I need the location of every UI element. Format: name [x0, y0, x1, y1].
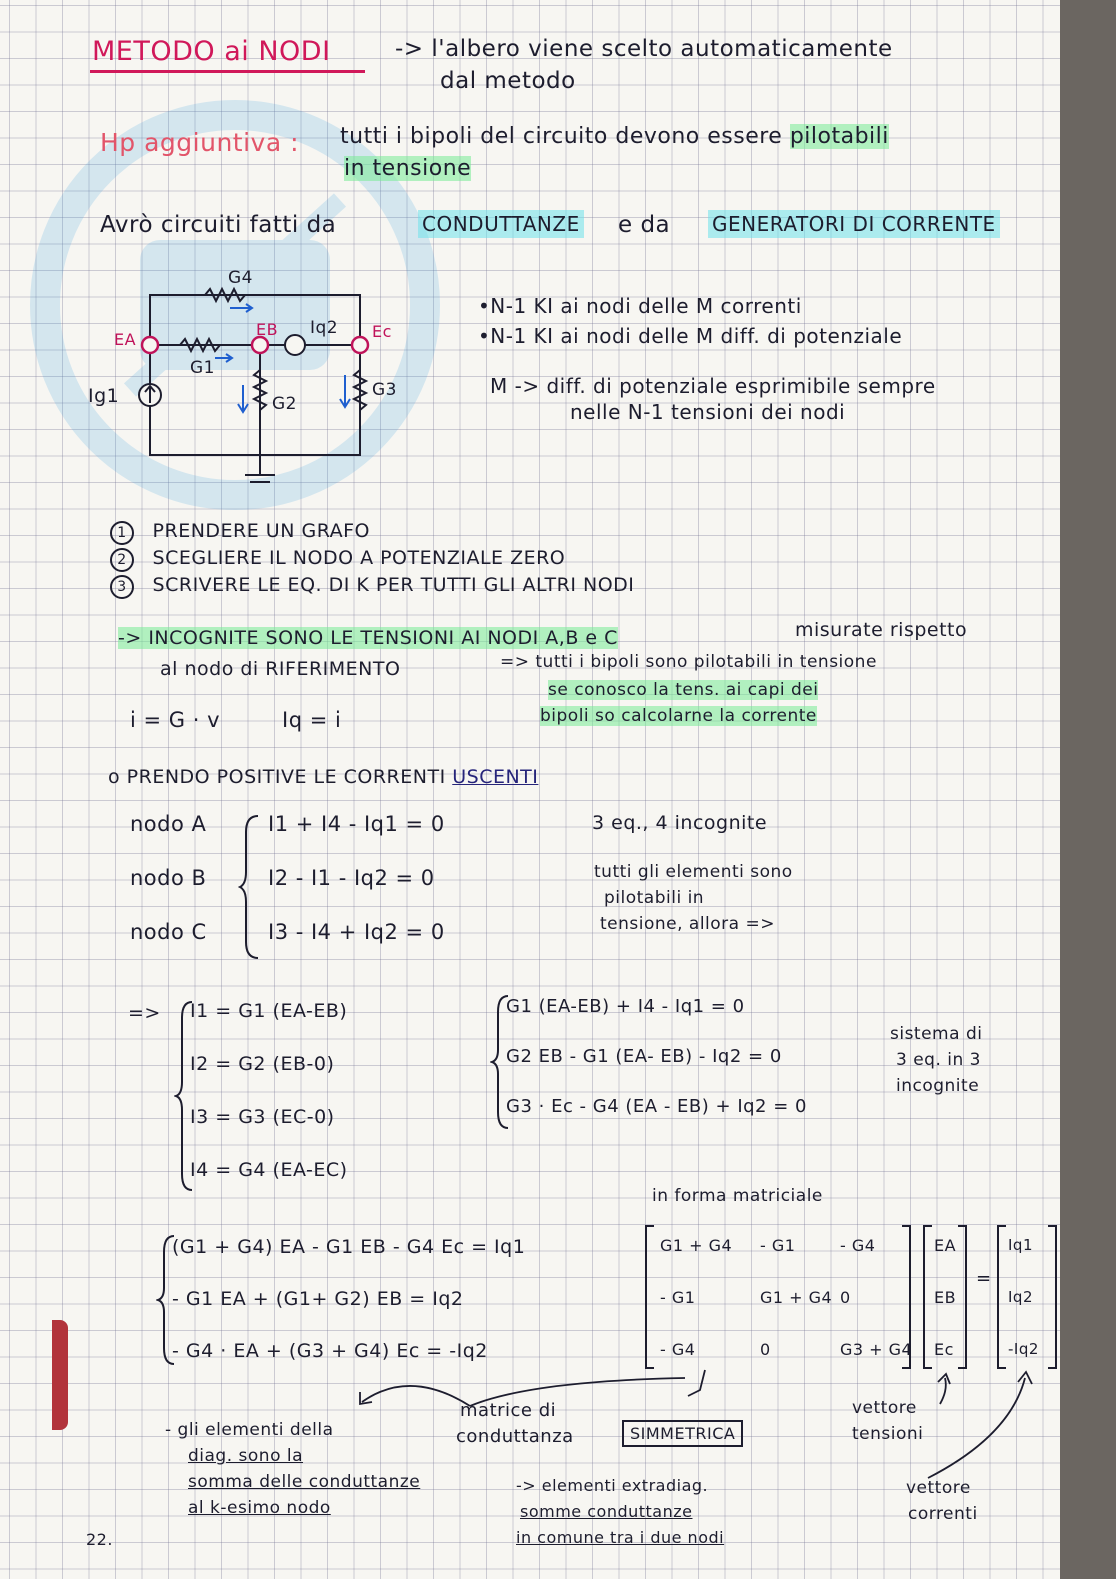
currents-arrow: => [128, 1002, 161, 1024]
extradiag-note-1: -> elementi extradiag. [516, 1476, 709, 1495]
node-eqs-note-4: tensione, allora => [600, 914, 775, 934]
current-eq: I1 = G1 (EA-EB) [190, 1000, 348, 1022]
current-vector-note-2: correnti [908, 1504, 978, 1524]
matrix-cell: G3 + G4 [840, 1340, 913, 1359]
diag-note-3: somma delle conduttanze [188, 1472, 421, 1492]
label-g3: G3 [372, 380, 397, 400]
step-number: 2 [110, 548, 134, 572]
tree-note-1: -> l'albero viene scelto automaticamente [395, 36, 893, 62]
kirchhoff-line-2: •N-1 KI ai nodi delle M diff. di potenziale [478, 324, 903, 348]
unknowns-line-4: bipoli so calcolarne la corrente [540, 706, 817, 726]
substituted-list [506, 996, 807, 1146]
vector-cell: -Iq2 [1008, 1340, 1039, 1358]
pilotabili-highlight: pilotabili [789, 124, 889, 149]
label-iq2: Iq2 [310, 318, 339, 338]
matrix-cell: - G4 [840, 1236, 876, 1255]
hypothesis-label: Hp aggiuntiva : [100, 128, 300, 157]
matrix-cell: 0 [760, 1340, 771, 1359]
step-item [110, 574, 634, 601]
unknowns-implies: => tutti i bipoli sono pilotabili in tensione [500, 652, 877, 672]
convention-text: o PRENDO POSITIVE LE CORRENTI USCENTI [108, 766, 539, 788]
label-ea: EA [114, 330, 137, 349]
step-text: SCEGLIERE IL NODO A POTENZIALE ZERO [152, 547, 566, 569]
vector-cell: EA [934, 1236, 957, 1255]
kirchhoff-line-3: M -> diff. di potenziale esprimibile sempre [490, 374, 936, 398]
kirchhoff-line-1: •N-1 KI ai nodi delle M correnti [478, 294, 802, 318]
circuits-conj: e da [618, 212, 671, 238]
diag-note-2: diag. sono la [188, 1446, 304, 1466]
final-eq: (G1 + G4) EA - G1 EB - G4 Ec = Iq1 [172, 1236, 526, 1258]
circuit-diagram [80, 260, 420, 500]
current-eq: I4 = G4 (EA-EC) [190, 1159, 348, 1181]
equals-sign: = [976, 1268, 992, 1289]
system-note-2: 3 eq. in 3 [896, 1050, 981, 1070]
extradiag-note-3: in comune tra i due nodi [516, 1528, 725, 1547]
page-number: 22. [86, 1530, 113, 1549]
substituted-eq: G3 · Ec - G4 (EA - EB) + Iq2 = 0 [506, 1096, 807, 1117]
kirchhoff-line-4: nelle N-1 tensioni dei nodi [570, 400, 846, 424]
unknowns-line-1: -> INCOGNITE SONO LE TENSIONI AI NODI A,B e C [118, 627, 618, 649]
node-eq-brace [238, 812, 262, 962]
steps-list [110, 520, 634, 601]
bookmark-tab [52, 1320, 68, 1430]
conductances-highlight: CONDUTTANZE [418, 210, 584, 238]
substituted-eq: G1 (EA-EB) + I4 - Iq1 = 0 [506, 996, 745, 1017]
step-number: 3 [110, 575, 134, 599]
symmetric-box: SIMMETRICA [622, 1420, 743, 1447]
node-eqs-note-2: tutti gli elementi sono [594, 862, 793, 882]
diag-note-4: al k-esimo nodo [188, 1498, 331, 1518]
matrix-note-1: matrice di [460, 1400, 557, 1421]
label-g2: G2 [272, 394, 297, 414]
diag-note-1: - gli elementi della [165, 1420, 334, 1440]
label-iq1: Ig1 [88, 385, 120, 407]
system-note-1: sistema di [890, 1024, 983, 1044]
voltage-vector-note-2: tensioni [852, 1424, 924, 1444]
label-g4: G4 [228, 268, 253, 288]
node-eq-row: nodo C I3 - I4 + Iq2 = 0 [130, 920, 445, 944]
extradiag-note-2: somme conduttanze [520, 1502, 693, 1521]
matrix-note-2: conduttanza [456, 1426, 574, 1447]
node-eq-row: nodo A I1 + I4 - Iq1 = 0 [130, 812, 445, 836]
matrix-row [660, 1288, 910, 1340]
vector-cell: Iq2 [1008, 1288, 1033, 1306]
vector-cell: Ec [934, 1340, 954, 1359]
generators-highlight: GENERATORI DI CORRENTE [708, 210, 1000, 238]
final-eq: - G4 · EA + (G3 + G4) Ec = -Iq2 [172, 1340, 488, 1362]
step-text: SCRIVERE LE EQ. DI K PER TUTTI GLI ALTRI NODI [152, 574, 635, 596]
step-item [110, 547, 634, 574]
label-ec: Ec [372, 322, 392, 341]
matrix-form-label: in forma matriciale [652, 1186, 823, 1206]
title-underline [90, 70, 365, 73]
final-eq: - G1 EA + (G1+ G2) EB = Iq2 [172, 1288, 464, 1310]
current-eq: I2 = G2 (EB-0) [190, 1053, 335, 1075]
tree-note-2: dal metodo [440, 68, 576, 94]
voltage-vector-note-1: vettore [852, 1398, 917, 1418]
node-equations [130, 812, 445, 974]
node-eq-row: nodo B I2 - I1 - Iq2 = 0 [130, 866, 435, 890]
current-eq: I3 = G3 (EC-0) [190, 1106, 335, 1128]
vector-cell: Iq1 [1008, 1236, 1033, 1254]
matrix-cell: - G1 [660, 1288, 696, 1307]
matrix-cell: 0 [840, 1288, 851, 1307]
node-eqs-note-1: 3 eq., 4 incognite [592, 812, 768, 834]
hypothesis-text-2: in tensione [344, 156, 472, 181]
substituted-eq: G2 EB - G1 (EA- EB) - Iq2 = 0 [506, 1046, 782, 1067]
current-vector-note-1: vettore [906, 1478, 971, 1498]
vector-cell: EB [934, 1288, 957, 1307]
circuits-prefix: Avrò circuiti fatti da [100, 212, 337, 238]
matrix-cell: G1 + G4 [660, 1236, 733, 1255]
hypothesis-text-1: tutti i bipoli del circuito devono essere pilotabili [340, 124, 889, 149]
ohm-law: i = G · v [130, 708, 221, 732]
unknowns-line-2: al nodo di RIFERIMENTO [160, 658, 401, 680]
step-item [110, 520, 634, 547]
currents-list [190, 1000, 348, 1212]
page-title: METODO ai NODI [92, 36, 331, 67]
unknowns-line-1-tail: misurate rispetto [795, 619, 968, 641]
step-text: PRENDERE UN GRAFO [152, 520, 371, 542]
system-note-3: incognite [896, 1076, 980, 1096]
label-eb: EB [256, 320, 279, 339]
matrix-row [660, 1236, 910, 1288]
matrix-cell: - G1 [760, 1236, 796, 1255]
matrix-cell: G1 + G4 [760, 1288, 833, 1307]
unknowns-line-3: se conosco la tens. ai capi dei [548, 680, 819, 700]
label-g1: G1 [190, 358, 215, 378]
matrix-cell: - G4 [660, 1340, 696, 1359]
step-number: 1 [110, 521, 134, 545]
node-eqs-note-3: pilotabili in [604, 888, 705, 908]
source-law: Iq = i [282, 708, 342, 732]
